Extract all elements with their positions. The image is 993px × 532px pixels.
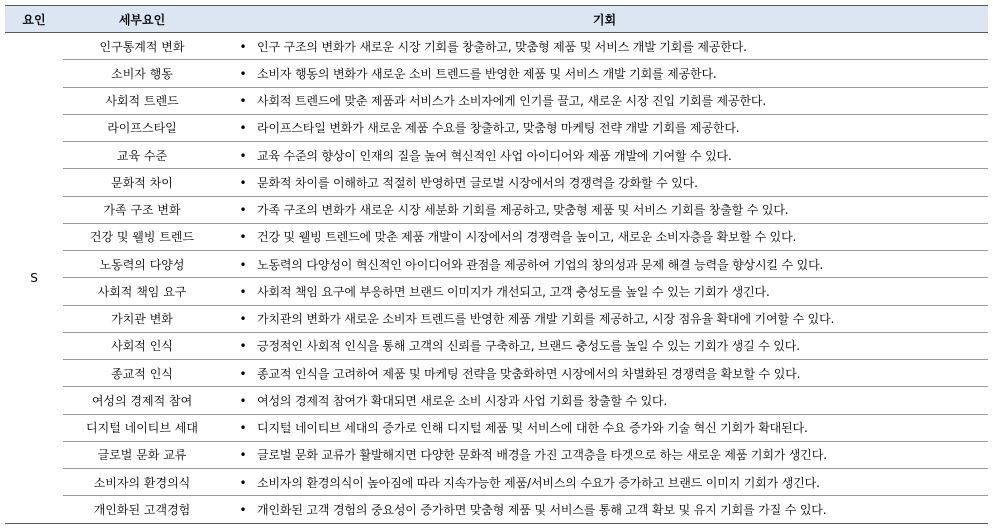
opportunity-text: 문화적 차이를 이해하고 적절히 반영하면 글로벌 시장에서의 경쟁력을 강화할 수 있다. (257, 175, 698, 190)
opportunity-cell (221, 332, 988, 359)
subfactor-cell: 노동력의 다양성 (63, 251, 221, 278)
bullet-icon: • (239, 366, 247, 381)
opportunity-text: 사회적 책임 요구에 부응하면 브랜드 이미지가 개선되고, 고객 충성도를 높일 수 있는 기회가 생긴다. (257, 284, 770, 299)
table-row (5, 414, 988, 441)
table-row (5, 87, 988, 114)
opportunity-text: 라이프스타일 변화가 새로운 제품 수요를 창출하고, 맞춤형 마케팅 전략 개발 기회를 제공한다. (257, 121, 740, 136)
opportunity-text: 교육 수준의 향상이 인재의 질을 높여 혁신적인 사업 아이디어와 제품 개발에 기여할 수 있다. (257, 148, 732, 163)
opportunity-text: 긍정적인 사회적 인식을 통해 고객의 신뢰를 구축하고, 브랜드 충성도를 높일 수 있는 기회가 생길 수 있다. (257, 339, 800, 354)
bullet-icon: • (239, 502, 247, 517)
swot-opportunity-table (5, 5, 988, 524)
opportunity-text: 종교적 인식을 고려하여 제품 및 마케팅 전략을 맞춤화하면 시장에서의 차별화된 경쟁력을 확보할 수 있다. (257, 366, 801, 381)
opportunity-cell (221, 278, 988, 305)
opportunity-text: 디지털 네이티브 세대의 증가로 인해 디지털 제품 및 서비스에 대한 수요 증가와 기술 혁신 기회가 확대된다. (257, 421, 808, 436)
bullet-icon: • (239, 66, 247, 81)
bullet-icon: • (239, 448, 247, 463)
opportunity-text: 소비자의 환경의식이 높아짐에 따라 지속가능한 제품/서비스의 수요가 증가하고 브랜드 이미지 기회가 생긴다. (257, 475, 820, 490)
table-row (5, 114, 988, 141)
opportunity-cell (221, 33, 988, 60)
opportunity-cell (221, 87, 988, 114)
subfactor-cell: 사회적 책임 요구 (63, 278, 221, 305)
table-row (5, 278, 988, 305)
table-body (5, 33, 988, 524)
table-row (5, 33, 988, 60)
opportunity-text: 개인화된 고객 경험의 중요성이 증가하면 맞춤형 제품 및 서비스를 통해 고객 확보 및 유지 기회를 가질 수 있다. (257, 502, 827, 517)
table-row (5, 142, 988, 169)
subfactor-cell: 개인화된 고객경험 (63, 496, 221, 523)
opportunity-cell (221, 251, 988, 278)
subfactor-cell: 소비자의 환경의식 (63, 469, 221, 496)
subfactor-cell: 라이프스타일 (63, 114, 221, 141)
bullet-icon: • (239, 203, 247, 218)
subfactor-cell: 사회적 트렌드 (63, 87, 221, 114)
opportunity-cell (221, 387, 988, 414)
bullet-icon: • (239, 230, 247, 245)
subfactor-cell: 가족 구조 변화 (63, 196, 221, 223)
bullet-icon: • (239, 393, 247, 408)
subfactor-cell: 여성의 경제적 참여 (63, 387, 221, 414)
opportunity-text: 사회적 트렌드에 맞춘 제품과 서비스가 소비자에게 인기를 끌고, 새로운 시장 진입 기회를 제공한다. (257, 94, 766, 109)
bullet-icon: • (239, 257, 247, 272)
subfactor-cell: 소비자 행동 (63, 60, 221, 87)
table-row (5, 387, 988, 414)
opportunity-cell (221, 496, 988, 523)
opportunity-cell (221, 114, 988, 141)
table-row (5, 360, 988, 387)
table-row (5, 60, 988, 87)
table-row (5, 196, 988, 223)
opportunity-text: 인구 구조의 변화가 새로운 시장 기회를 창출하고, 맞춤형 제품 및 서비스 개발 기회를 제공한다. (257, 39, 747, 54)
table-row (5, 223, 988, 250)
opportunity-text: 글로벌 문화 교류가 활발해지면 다양한 문화적 배경을 가진 고객층을 타겟으로 하는 새로운 제품 기회가 생긴다. (257, 448, 827, 463)
subfactor-cell: 글로벌 문화 교류 (63, 441, 221, 468)
table-row (5, 251, 988, 278)
opportunity-cell (221, 60, 988, 87)
subfactor-cell: 가치관 변화 (63, 305, 221, 332)
opportunity-cell (221, 441, 988, 468)
opportunity-text: 가치관의 변화가 새로운 소비자 트렌드를 반영한 제품 개발 기회를 제공하고, 시장 점유율 확대에 기여할 수 있다. (257, 312, 835, 327)
bullet-icon: • (239, 148, 247, 163)
opportunity-cell (221, 196, 988, 223)
opportunity-cell (221, 142, 988, 169)
bullet-icon: • (239, 475, 247, 490)
table-row (5, 496, 988, 523)
bullet-icon: • (239, 284, 247, 299)
header-opportunity: 기회 (221, 6, 988, 33)
subfactor-cell: 문화적 차이 (63, 169, 221, 196)
table-row (5, 169, 988, 196)
subfactor-cell: 인구통계적 변화 (63, 33, 221, 60)
subfactor-cell: 종교적 인식 (63, 360, 221, 387)
opportunity-text: 노동력의 다양성이 혁신적인 아이디어와 관점을 제공하여 기업의 창의성과 문제 해결 능력을 향상시킬 수 있다. (257, 257, 824, 272)
opportunity-text: 건강 및 웰빙 트렌드에 맞춘 제품 개발이 시장에서의 경쟁력을 높이고, 새로운 소비자층을 확보할 수 있다. (257, 230, 797, 245)
table-row (5, 305, 988, 332)
bullet-icon: • (239, 94, 247, 109)
table-header-row (5, 6, 988, 33)
subfactor-cell: 건강 및 웰빙 트렌드 (63, 223, 221, 250)
bullet-icon: • (239, 121, 247, 136)
opportunity-cell (221, 169, 988, 196)
header-factor: 요인 (5, 6, 63, 33)
bullet-icon: • (239, 421, 247, 436)
table-row (5, 469, 988, 496)
opportunity-cell (221, 414, 988, 441)
opportunity-text: 가족 구조의 변화가 새로운 시장 세분화 기회를 제공하고, 맞춤형 제품 및 서비스 기회를 창출할 수 있다. (257, 203, 789, 218)
table-row (5, 332, 988, 359)
factor-cell: S (5, 33, 63, 524)
opportunity-cell (221, 360, 988, 387)
subfactor-cell: 사회적 인식 (63, 332, 221, 359)
table-row (5, 441, 988, 468)
opportunity-cell (221, 469, 988, 496)
opportunity-text: 여성의 경제적 참여가 확대되면 새로운 소비 시장과 사업 기회를 창출할 수 있다. (257, 393, 668, 408)
subfactor-cell: 교육 수준 (63, 142, 221, 169)
opportunity-cell (221, 223, 988, 250)
opportunity-text: 소비자 행동의 변화가 새로운 소비 트렌드를 반영한 제품 및 서비스 개발 기회를 제공한다. (257, 66, 717, 81)
bullet-icon: • (239, 175, 247, 190)
subfactor-cell: 디지털 네이티브 세대 (63, 414, 221, 441)
header-subfactor: 세부요인 (63, 6, 221, 33)
opportunity-cell (221, 305, 988, 332)
bullet-icon: • (239, 339, 247, 354)
bullet-icon: • (239, 39, 247, 54)
bullet-icon: • (239, 312, 247, 327)
